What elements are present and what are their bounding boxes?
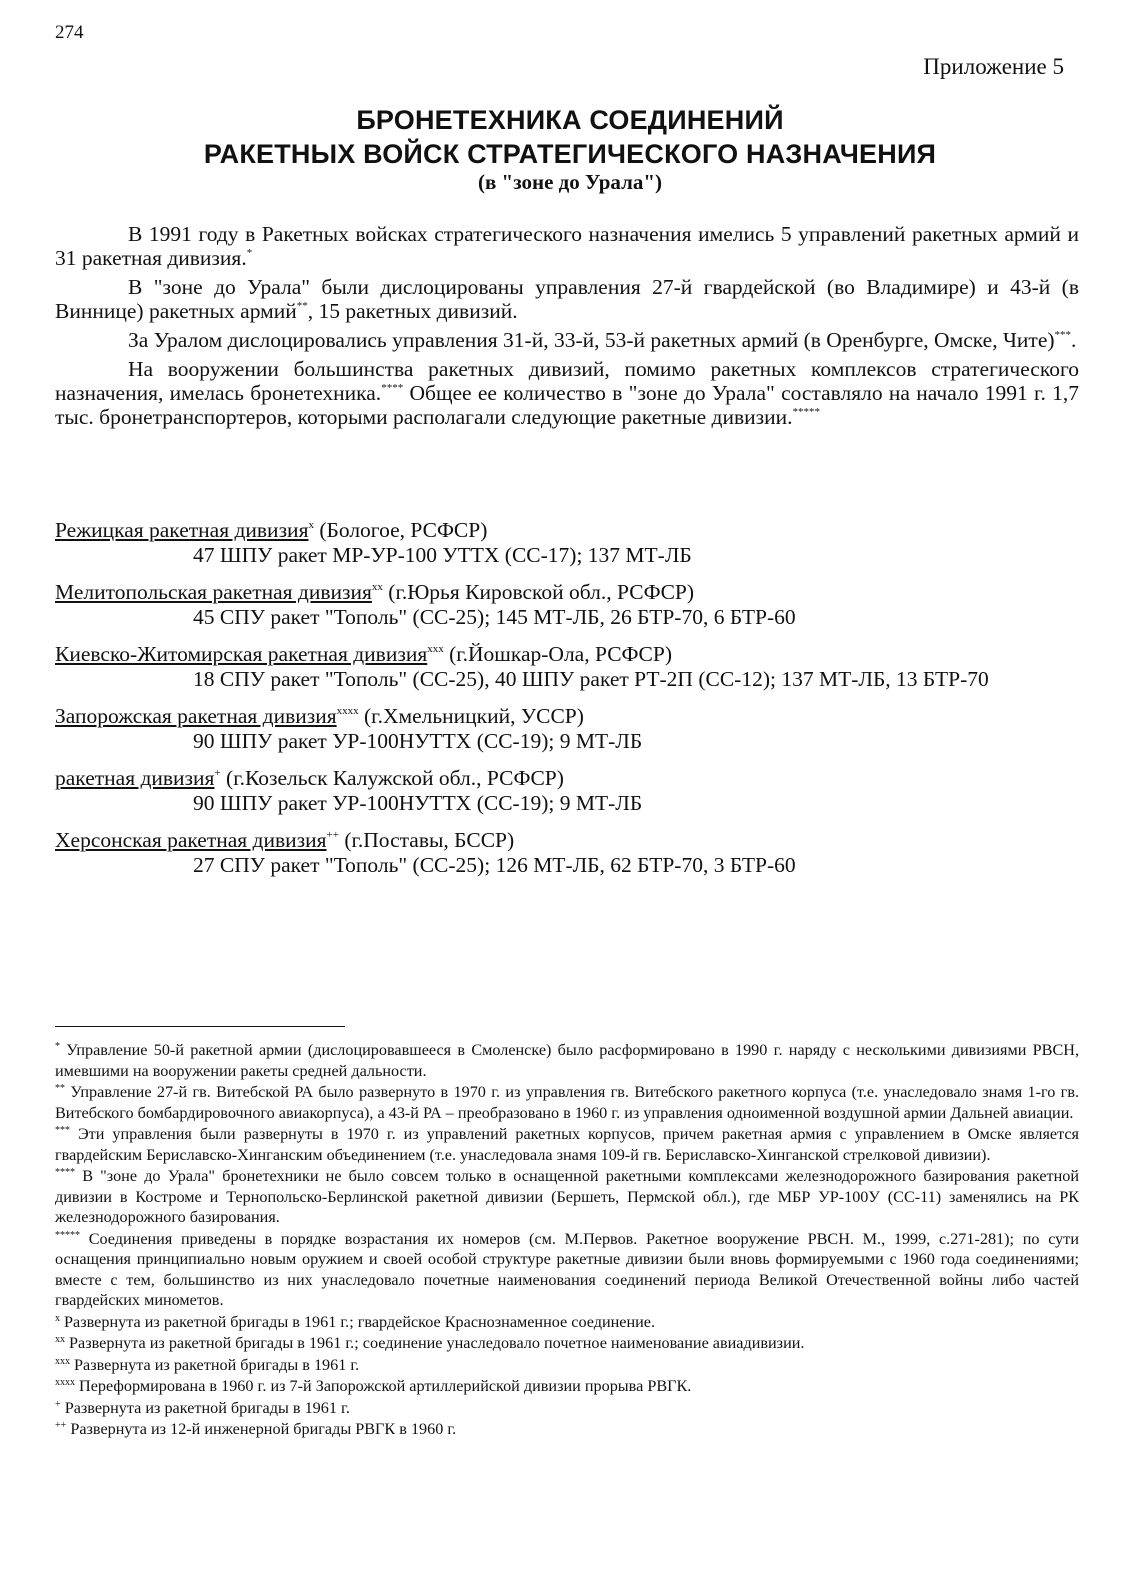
intro-text xyxy=(55,222,1079,434)
footnote: $^x$ Развернута из ракетной бригады в 1961 г.; гвардейское Краснознаменное соединение. xyxy=(55,1312,656,1331)
footnote: ***** Соединения приведены в порядке возрастания их номеров (см. М.Первов. Ракетное вооружение РВСН. М., 1999, с.271-281); по сути оснащения принципиально новым оружием и своей особой структуре ракетные дивизии были вновь формируемыми с 1960 года соединениями; вместе с тем, большинство из них унаследовало почетные наименования соединений периода Великой Отечественной войны либо частей гвардейских минометов. xyxy=(55,1229,1079,1309)
footnote-mark: *** xyxy=(1054,329,1072,341)
division-detail: 90 ШПУ ракет УР-100НУТТХ (СС-19); 9 МТ-ЛБ xyxy=(193,729,643,753)
division-location: (г.Юрья Кировской обл., РСФСР) xyxy=(388,580,695,604)
footnote: * Управление 50-й ракетной армии (дислоцировавшееся в Смоленске) было расформировано в 1990 г. наряду с несколькими дивизиями РВСН, имевшими на вооружении ракеты средней дальности. xyxy=(55,1041,1079,1080)
footnote-mark: xx xyxy=(55,1334,65,1345)
footnote-mark: ***** xyxy=(55,1229,80,1241)
footnote-mark: xxxx xyxy=(336,705,359,717)
footnote-mark: ** xyxy=(55,1083,65,1094)
division-location: (Бологое, РСФСР) xyxy=(319,518,488,542)
footnotes xyxy=(55,1040,1079,1441)
footnote-mark: ++ xyxy=(326,829,339,841)
division-location: (г.Хмельницкий, УССР) xyxy=(364,704,584,728)
intro-paragraph: За Уралом дислоцировались управления 31-й, 33-й, 53-й ракетных армий (в Оренбурге, Омске, Чите)***. xyxy=(128,328,1077,352)
division-item xyxy=(55,828,1079,878)
footnote-mark: xxx xyxy=(427,643,444,655)
division-detail: 90 ШПУ ракет УР-100НУТТХ (СС-19); 9 МТ-ЛБ xyxy=(193,791,643,815)
footnote-mark: ++ xyxy=(55,1420,67,1431)
page-subtitle: (в "зоне до Урала") xyxy=(477,170,663,194)
footnote: ++ Развернута из 12-й инженерной бригады РВГК в 1960 г. xyxy=(55,1420,457,1438)
division-item xyxy=(55,642,1079,692)
footnote-mark: xx xyxy=(371,581,383,593)
page-title xyxy=(0,103,1140,171)
footnote-mark: x xyxy=(55,1312,60,1324)
division-name: ракетная дивизия xyxy=(55,766,215,790)
footnote: *** Эти управления были развернуты в 1970 г. из управлений ракетных корпусов, причем ракетная армия с управлением в Омске является гвардейским Бериславско-Хинганским объединением (т.е. унаследовала знамя 109-й гв. Бериславско-Хинганской стрелковой дивизии). xyxy=(55,1125,1079,1164)
footnote: $^{xx}$ Развернута из ракетной бригады в 1961 г.; соединение унаследовало почетное наименование авиадивизии. xyxy=(55,1334,805,1352)
footnote-mark: **** xyxy=(381,382,404,394)
appendix-label: Приложение 5 xyxy=(923,54,1064,79)
division-name: Запорожская ракетная дивизия xyxy=(55,704,337,728)
division-location: (г.Йошкар-Ола, РСФСР) xyxy=(449,642,672,666)
footnote-mark: xxxx xyxy=(55,1377,75,1388)
intro-paragraph: В 1991 году в Ракетных войсках стратегического назначения имелись 5 управлений ракетных армий и 31 ракетная дивизия.* xyxy=(55,222,1079,270)
intro-paragraph: На вооружении большинства ракетных дивизий, помимо ракетных комплексов стратегического назначения, имелась бронетехника.**** Общее ее количество в "зоне до Урала" составляло на начало 1991 г. 1,7 тыс. бронетранспортеров, которыми располагали следующие ракетные дивизии.***** xyxy=(55,357,1080,429)
page-number: 274 xyxy=(55,22,84,43)
footnote: + Развернута из ракетной бригады в 1961 г. xyxy=(55,1398,350,1417)
footnote: **** В "зоне до Урала" бронетехники не было совсем только в оснащенной ракетными комплексами железнодорожного базирования ракетной дивизии в Костроме и Тернопольско-Берлинской ракетной дивизии (Бершеть, Пермской обл.), где МБР УР-100У (СС-11) заменялись на РК железнодорожного базирования. xyxy=(55,1167,1080,1226)
division-detail: 27 СПУ ракет "Тополь" (СС-25); 126 МТ-ЛБ, 62 БТР-70, 3 БТР-60 xyxy=(193,853,796,877)
division-item xyxy=(55,704,1079,754)
footnote-mark: * xyxy=(246,247,253,259)
division-detail: 47 ШПУ ракет МР-УР-100 УТТХ (СС-17); 137 МТ-ЛБ xyxy=(193,543,692,567)
footnote: $^{xxxx}$ Переформирована в 1960 г. из 7-й Запорожской артиллерийской дивизии прорыва РВГК. xyxy=(55,1377,692,1395)
division-name: Мелитопольская ракетная дивизия xyxy=(55,580,372,604)
footnote-mark: ** xyxy=(296,300,308,312)
footnote-mark: x xyxy=(308,519,314,531)
intro-paragraph: В "зоне до Урала" были дислоцированы управления 27-й гвардейской (во Владимире) и 43-й (в Виннице) ракетных армий**, 15 ракетных дивизий. xyxy=(55,275,1079,323)
footnote-divider xyxy=(55,1026,345,1027)
footnote-mark: **** xyxy=(55,1167,75,1178)
division-item xyxy=(55,518,1079,568)
division-name: Киевско-Житомирская ракетная дивизия xyxy=(55,642,428,666)
footnote-mark: + xyxy=(214,767,221,779)
division-name: Режицкая ракетная дивизия xyxy=(55,518,309,542)
footnote: ** Управление 27-й гв. Витебской РА было развернуто в 1970 г. из управления гв. Витебского ракетного корпуса (т.е. унаследовало знамя 1-го гв. Витебского бомбардировочного авиакорпуса), а 43-й РА – преобразовано в 1960 г. из управления одноименной воздушной армии Дальней авиации. xyxy=(55,1083,1080,1122)
footnote-mark: *** xyxy=(55,1125,70,1136)
division-list xyxy=(55,518,1079,890)
division-detail: 18 СПУ ракет "Тополь" (СС-25), 40 ШПУ ракет РТ-2П (СС-12); 137 МТ-ЛБ, 13 БТР-70 xyxy=(193,667,989,691)
division-detail: 45 СПУ ракет "Тополь" (СС-25); 145 МТ-ЛБ, 26 БТР-70, 6 БТР-60 xyxy=(193,605,796,629)
division-name: Херсонская ракетная дивизия xyxy=(55,828,327,852)
division-location: (г.Поставы, БССР) xyxy=(344,828,515,852)
footnote-mark: xxx xyxy=(55,1355,70,1367)
title-line-1: БРОНЕТЕХНИКА СОЕДИНЕНИЙ xyxy=(356,105,784,135)
division-location: (г.Козельск Калужской обл., РСФСР) xyxy=(226,766,564,790)
footnote-mark: ***** xyxy=(792,406,821,418)
footnote: $^{xxx}$ Развернута из ракетной бригады в 1961 г. xyxy=(55,1355,360,1374)
division-item xyxy=(55,766,1079,816)
title-line-2: РАКЕТНЫХ ВОЙСК СТРАТЕГИЧЕСКОГО НАЗНАЧЕНИЯ xyxy=(203,139,937,169)
footnote-mark: * xyxy=(55,1041,60,1052)
footnote-mark: + xyxy=(55,1398,61,1410)
division-item xyxy=(55,580,1079,630)
